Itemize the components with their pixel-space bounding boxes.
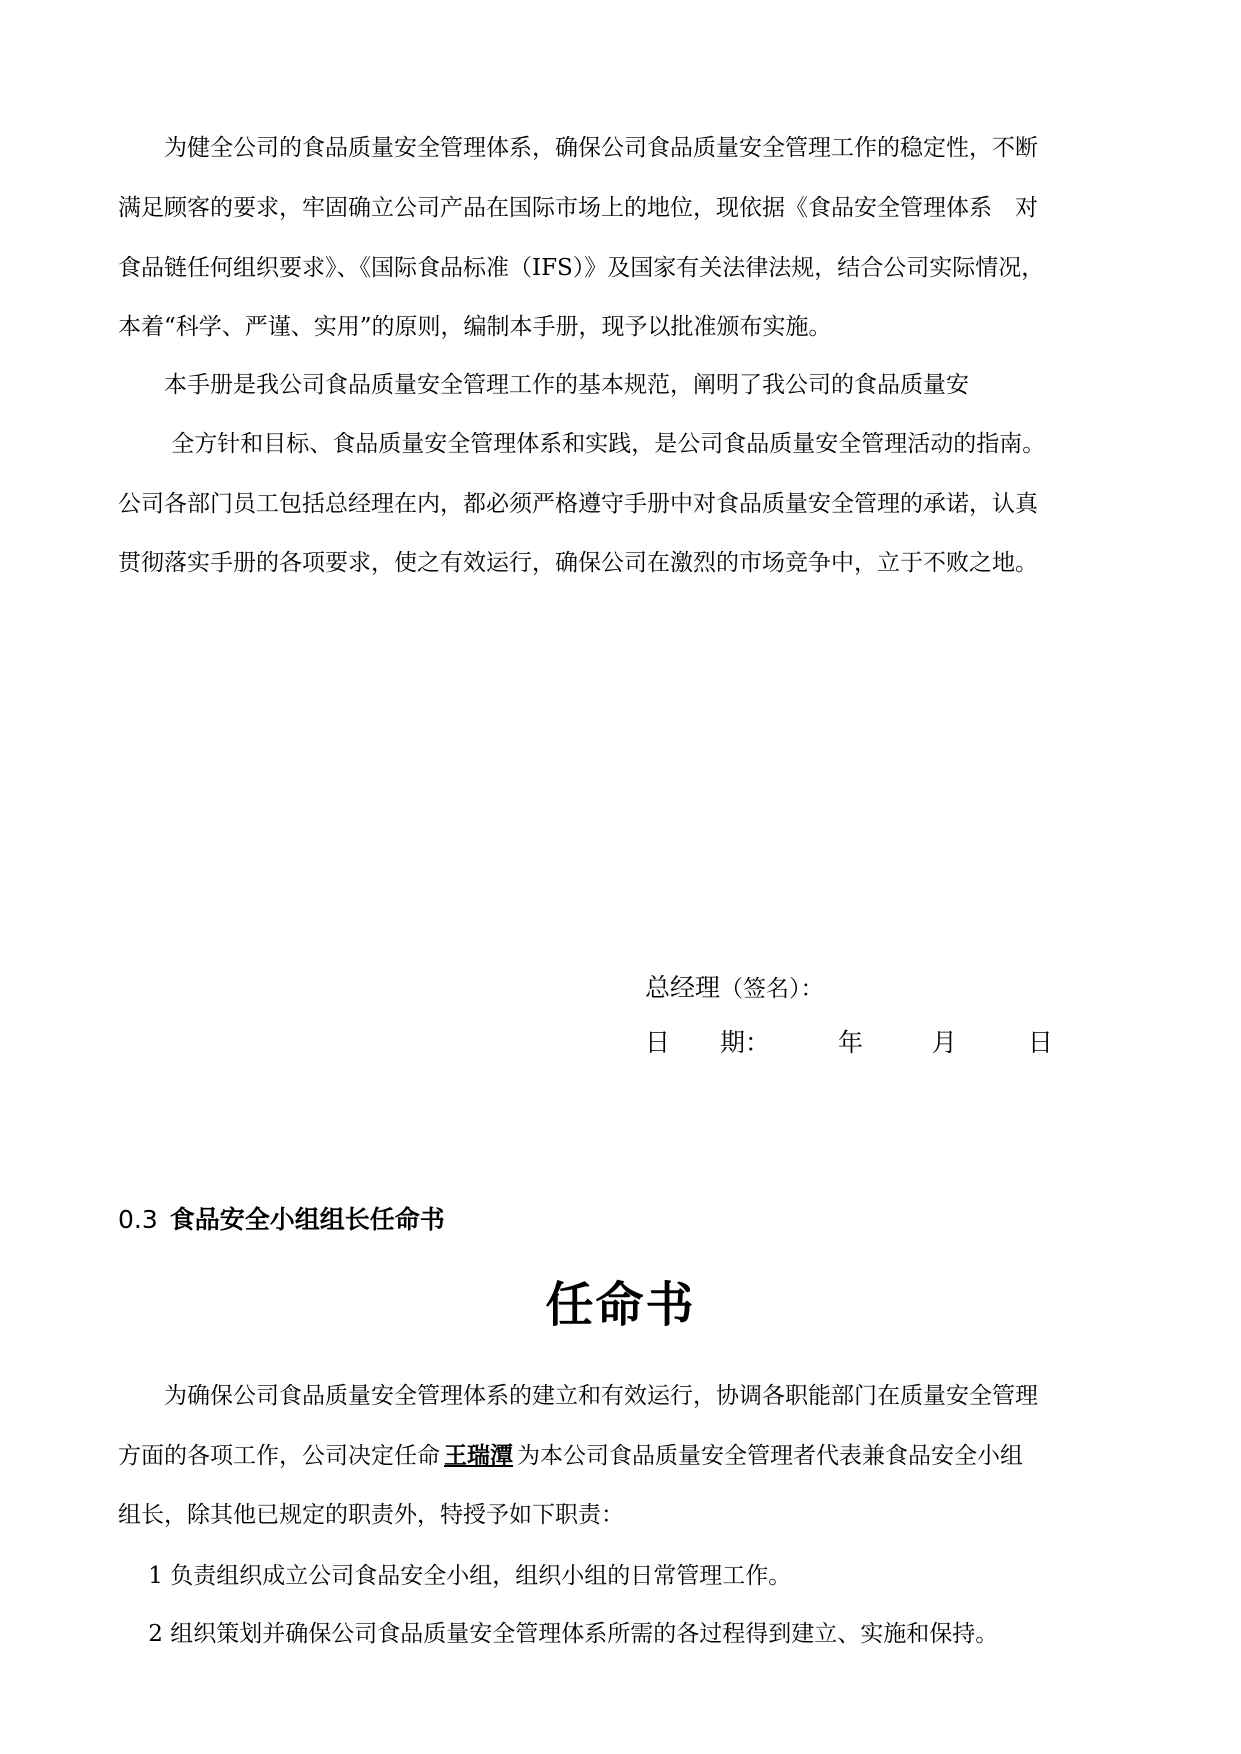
appointment-line-1: 为确保公司食品质量安全管理体系的建立和有效运行，协调各职能部门在质量安全管理 — [118, 1383, 1038, 1409]
section-heading — [118, 1200, 445, 1236]
appointee-name: 王瑞潭 — [444, 1443, 513, 1469]
section-number: 0.3 — [118, 1205, 158, 1234]
foreword-line-5: 本手册是我公司食品质量安全管理工作的基本规范，阐明了我公司的食品质量安 — [118, 372, 969, 398]
duty-item-1: 1 负责组织成立公司食品安全小组，组织小组的日常管理工作。 — [118, 1563, 792, 1589]
foreword-line-6: 全方针和目标、食品质量安全管理体系和实践，是公司食品质量安全管理活动的指南。 — [118, 431, 1046, 457]
gm-label: 总经理 — [645, 973, 721, 1002]
foreword-line-8: 贯彻落实手册的各项要求，使之有效运行，确保公司在激烈的市场竞争中，立于不败之地。 — [118, 550, 1038, 576]
gm-sign-label: （签名）： — [720, 976, 824, 1002]
foreword-line-1: 为健全公司的食品质量安全管理体系，确保公司食品质量安全管理工作的稳定性，不断 — [118, 135, 1038, 161]
appointment-line-2-after: 为本公司食品质量安全管理者代表兼食品安全小组 — [517, 1443, 1023, 1469]
foreword-line-7: 公司各部门员工包括总经理在内，都必须严格遵守手册中对食品质量安全管理的承诺，认真 — [118, 491, 1038, 517]
appointment-line-2-before: 方面的各项工作，公司决定任命 — [118, 1443, 440, 1469]
date-label: 日 期： — [645, 1028, 771, 1057]
month-label: 月 — [931, 1028, 957, 1057]
appointment-line-2 — [118, 1441, 1118, 1471]
year-label: 年 — [837, 1028, 863, 1057]
foreword-line-2: 满足顾客的要求，牢固确立公司产品在国际市场上的地位，现依据《食品安全管理体系 对 — [118, 195, 1038, 221]
day-label: 日 — [1027, 1028, 1053, 1057]
foreword-line-3: 食品链任何组织要求》、《国际食品标准（IFS）》及国家有关法律法规，结合公司实际情况， — [118, 255, 1045, 281]
appointment-title: 任命书 — [545, 1277, 696, 1333]
appointment-line-3: 组长，除其他已规定的职责外，特授予如下职责： — [118, 1502, 624, 1528]
date-line — [645, 1023, 1053, 1059]
foreword-line-4: 本着“科学、严谨、实用”的原则，编制本手册，现予以批准颁布实施。 — [118, 314, 832, 340]
section-title: 食品安全小组组长任命书 — [169, 1205, 445, 1234]
duty-item-2: 2 组织策划并确保公司食品质量安全管理体系所需的各过程得到建立、实施和保持。 — [118, 1621, 999, 1647]
gm-signature-line — [645, 968, 824, 1004]
